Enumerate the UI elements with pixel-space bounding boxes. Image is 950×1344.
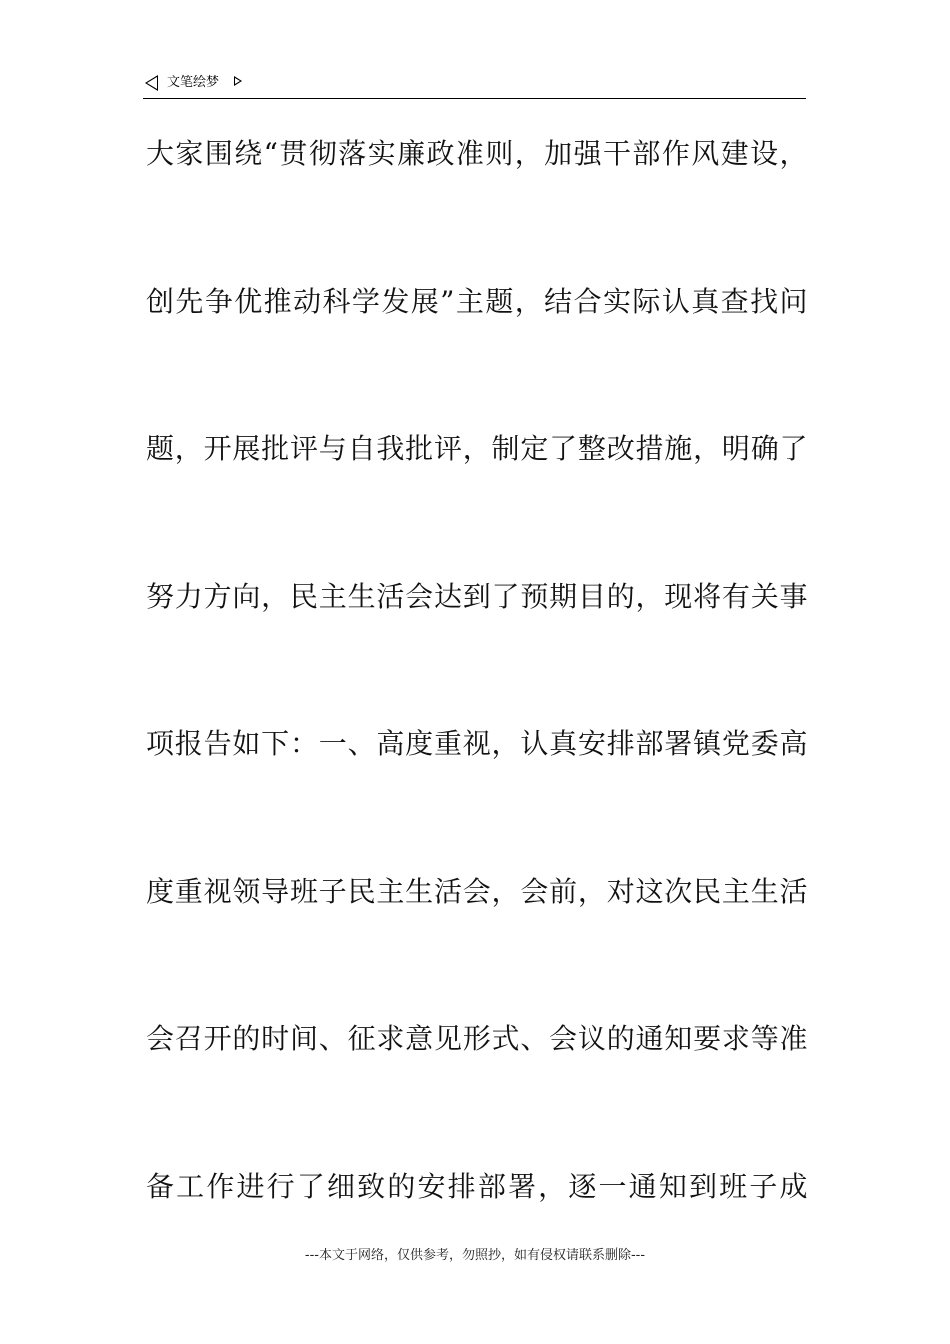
right-triangle-icon [234,76,242,86]
body-line-4: 努力方向，民主生活会达到了预期目的，现将有关事 [146,579,808,613]
header-title: 文笔绘梦 [167,75,220,90]
body-line-6: 度重视领导班子民主生活会，会前，对这次民主生活 [146,874,808,908]
page-header [143,70,806,99]
document-body [146,128,808,1308]
body-line-5: 项报告如下：一、高度重视，认真安排部署镇党委高 [146,727,808,760]
body-line-3: 题，开展批评与自我批评，制定了整改措施，明确了 [146,432,808,465]
page-footer-notice: ---本文于网络，仅供参考，勿照抄，如有侵权请联系删除--- [304,1248,646,1263]
body-line-1: 大家围绕“贯彻落实廉政准则，加强干部作风建设， [146,137,808,170]
body-line-2: 创先争优推动科学发展”主题，结合实际认真查找问 [146,284,808,318]
left-triangle-icon [145,75,158,91]
body-line-7: 会召开的时间、征求意见形式、会议的通知要求等准 [146,1022,808,1055]
body-line-8: 备工作进行了细致的安排部署，逐一通知到班子成 [146,1169,808,1203]
